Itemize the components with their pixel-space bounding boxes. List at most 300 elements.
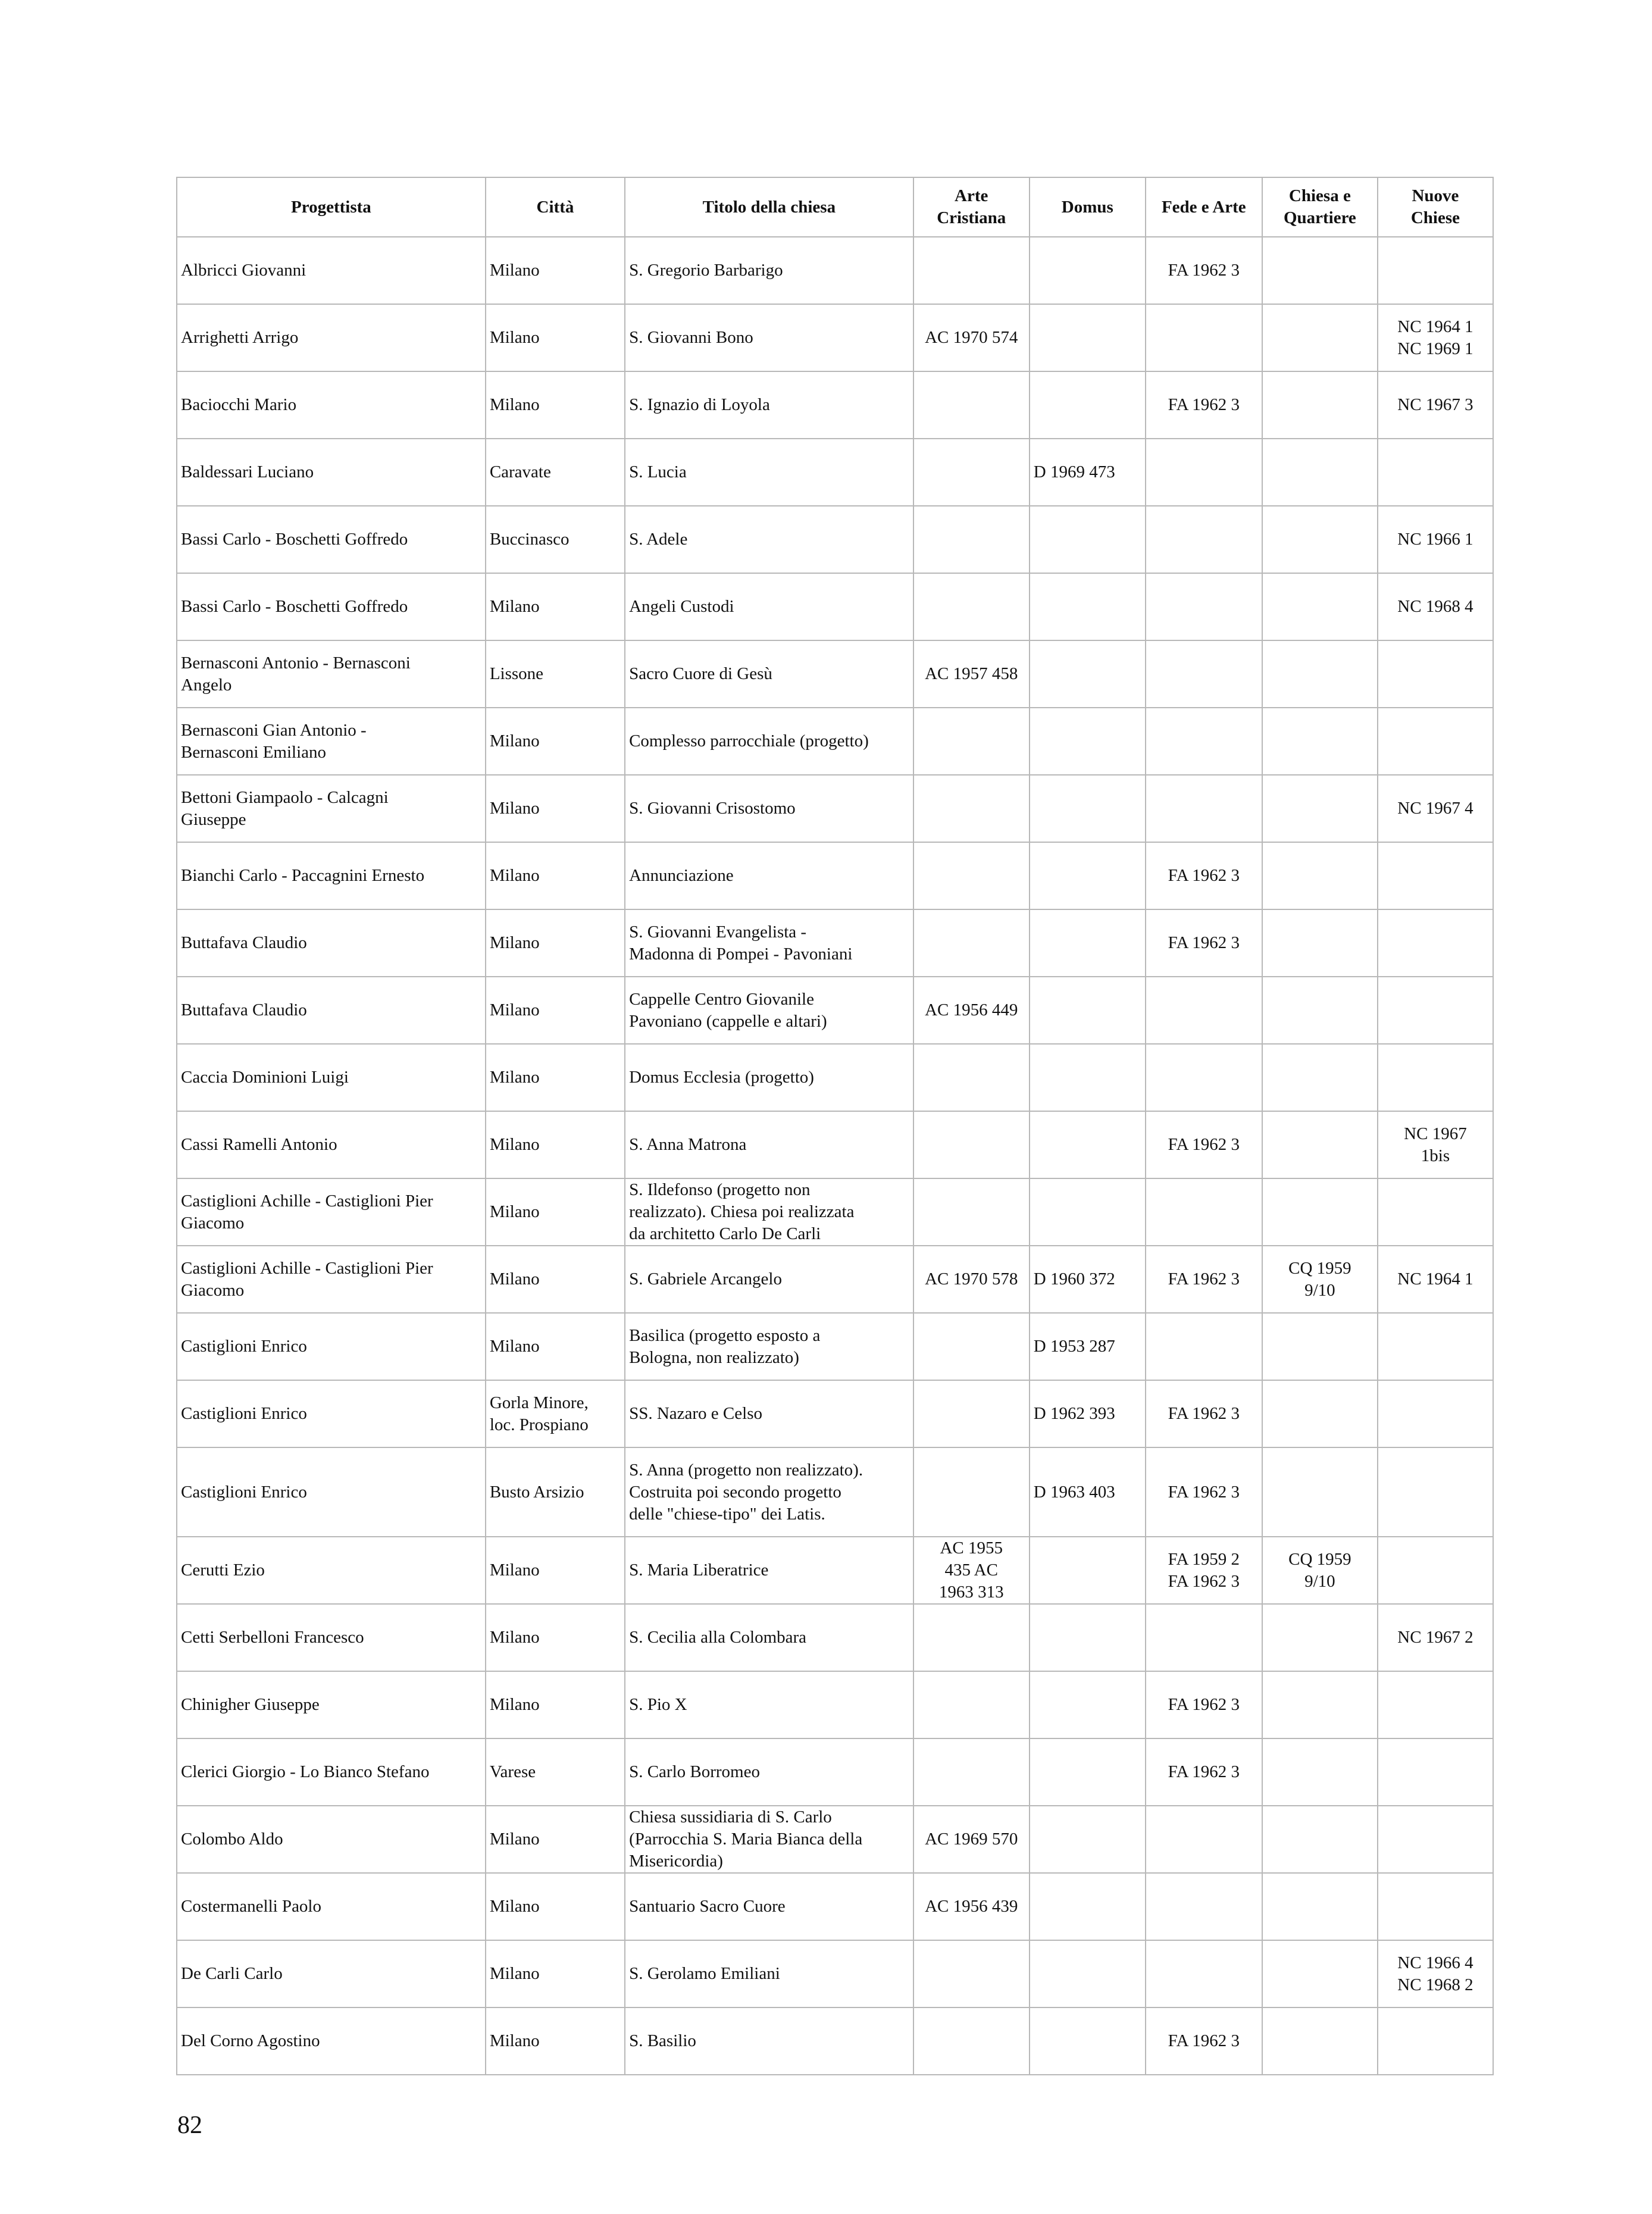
cell-nuove-chiese bbox=[1378, 1940, 1493, 2007]
cell-titolo bbox=[625, 1447, 913, 1537]
cell-chiesa-e-quartiere bbox=[1262, 640, 1378, 708]
cell-arte-cristiana bbox=[913, 708, 1030, 775]
table-row bbox=[177, 1537, 1493, 1604]
cell-text-line: Chinigher Giuseppe bbox=[181, 1695, 320, 1714]
cell-text-line: FA 1962 3 bbox=[1168, 1404, 1240, 1423]
cell-citta bbox=[486, 640, 625, 708]
cell-text-line: Bassi Carlo - Boschetti Goffredo bbox=[181, 530, 408, 549]
cell-text-line: AC 1970 578 bbox=[925, 1269, 1018, 1289]
cell-text-line: Caccia Dominioni Luigi bbox=[181, 1068, 349, 1087]
header-citta: Città bbox=[486, 177, 625, 237]
cell-text-line: delle "chiese-tipo" dei Latis. bbox=[629, 1504, 825, 1524]
cell-text-line: Baldessari Luciano bbox=[181, 462, 314, 481]
cell-text-line: NC 1966 1 bbox=[1397, 530, 1473, 549]
cell-fede-e-arte bbox=[1146, 1044, 1262, 1111]
cell-progettista bbox=[177, 1313, 486, 1380]
cell-chiesa-e-quartiere bbox=[1262, 1111, 1378, 1178]
table-row bbox=[177, 1313, 1493, 1380]
cell-text-line: Bianchi Carlo - Paccagnini Ernesto bbox=[181, 866, 425, 885]
cell-progettista bbox=[177, 1806, 486, 1873]
cell-nuove-chiese bbox=[1378, 1178, 1493, 1246]
cell-progettista bbox=[177, 1178, 486, 1246]
cell-domus bbox=[1030, 640, 1146, 708]
cell-text-line: Bassi Carlo - Boschetti Goffredo bbox=[181, 597, 408, 616]
cell-nuove-chiese bbox=[1378, 708, 1493, 775]
cell-text-line: D 1962 393 bbox=[1033, 1404, 1115, 1423]
cell-progettista bbox=[177, 977, 486, 1044]
cell-nuove-chiese bbox=[1378, 1537, 1493, 1604]
table-row bbox=[177, 573, 1493, 640]
cell-nuove-chiese bbox=[1378, 1604, 1493, 1671]
cell-fede-e-arte bbox=[1146, 1447, 1262, 1537]
cell-domus bbox=[1030, 439, 1146, 506]
cell-text-line: Milano bbox=[489, 933, 540, 952]
cell-text-line: Albricci Giovanni bbox=[181, 261, 306, 280]
cell-text-line: De Carli Carlo bbox=[181, 1964, 283, 1983]
cell-titolo bbox=[625, 1380, 913, 1447]
cell-text-line: Buttafava Claudio bbox=[181, 933, 307, 952]
cell-text-line: Buccinasco bbox=[489, 530, 570, 549]
table-row bbox=[177, 1738, 1493, 1806]
cell-text-line: NC 1968 4 bbox=[1397, 597, 1473, 616]
cell-text-line: Costruita poi secondo progetto bbox=[629, 1482, 841, 1502]
table-row bbox=[177, 1873, 1493, 1940]
cell-text-line: Castiglioni Achille - Castiglioni Pier bbox=[181, 1191, 433, 1211]
cell-text-line: S. Anna Matrona bbox=[629, 1135, 747, 1154]
cell-text-line: Milano bbox=[489, 731, 540, 750]
cell-nuove-chiese bbox=[1378, 842, 1493, 909]
cell-text-line: S. Giovanni Evangelista - bbox=[629, 922, 807, 942]
cell-progettista bbox=[177, 1044, 486, 1111]
cell-text-line: 1bis bbox=[1421, 1146, 1450, 1165]
cell-titolo bbox=[625, 1738, 913, 1806]
cell-fede-e-arte bbox=[1146, 708, 1262, 775]
cell-nuove-chiese bbox=[1378, 977, 1493, 1044]
cell-text-line: Santuario Sacro Cuore bbox=[629, 1897, 786, 1916]
cell-progettista bbox=[177, 842, 486, 909]
cell-titolo bbox=[625, 371, 913, 439]
cell-chiesa-e-quartiere bbox=[1262, 909, 1378, 977]
cell-fede-e-arte bbox=[1146, 237, 1262, 304]
header-text-line: Nuove bbox=[1412, 186, 1459, 205]
table-row bbox=[177, 2007, 1493, 2075]
cell-chiesa-e-quartiere bbox=[1262, 1246, 1378, 1313]
cell-progettista bbox=[177, 371, 486, 439]
cell-fede-e-arte bbox=[1146, 977, 1262, 1044]
cell-text-line: S. Cecilia alla Colombara bbox=[629, 1628, 807, 1647]
cell-citta bbox=[486, 1313, 625, 1380]
cell-nuove-chiese bbox=[1378, 506, 1493, 573]
cell-nuove-chiese bbox=[1378, 640, 1493, 708]
cell-text-line: Cetti Serbelloni Francesco bbox=[181, 1628, 364, 1647]
cell-arte-cristiana bbox=[913, 775, 1030, 842]
cell-citta bbox=[486, 371, 625, 439]
cell-nuove-chiese bbox=[1378, 371, 1493, 439]
cell-arte-cristiana bbox=[913, 2007, 1030, 2075]
cell-text-line: Basilica (progetto esposto a bbox=[629, 1325, 821, 1345]
cell-text-line: Giuseppe bbox=[181, 809, 246, 829]
cell-chiesa-e-quartiere bbox=[1262, 371, 1378, 439]
cell-fede-e-arte bbox=[1146, 2007, 1262, 2075]
cell-progettista bbox=[177, 1246, 486, 1313]
cell-text-line: Giacomo bbox=[181, 1213, 245, 1233]
cell-fede-e-arte bbox=[1146, 1178, 1262, 1246]
cell-fede-e-arte bbox=[1146, 1111, 1262, 1178]
cell-domus bbox=[1030, 977, 1146, 1044]
cell-progettista bbox=[177, 640, 486, 708]
cell-domus bbox=[1030, 2007, 1146, 2075]
table-row bbox=[177, 775, 1493, 842]
cell-domus bbox=[1030, 237, 1146, 304]
cell-text-line: Milano bbox=[489, 1628, 540, 1647]
cell-citta bbox=[486, 1447, 625, 1537]
cell-titolo bbox=[625, 237, 913, 304]
cell-chiesa-e-quartiere bbox=[1262, 439, 1378, 506]
cell-text-line: Milano bbox=[489, 1337, 540, 1356]
cell-progettista bbox=[177, 708, 486, 775]
cell-text-line: Milano bbox=[489, 799, 540, 818]
cell-citta bbox=[486, 977, 625, 1044]
cell-domus bbox=[1030, 1806, 1146, 1873]
header-domus: Domus bbox=[1030, 177, 1146, 237]
cell-fede-e-arte bbox=[1146, 1738, 1262, 1806]
cell-text-line: FA 1962 3 bbox=[1168, 2031, 1240, 2050]
cell-text-line: Bernasconi Gian Antonio - bbox=[181, 720, 367, 740]
cell-titolo bbox=[625, 1537, 913, 1604]
cell-citta bbox=[486, 506, 625, 573]
header-text-line: Chiese bbox=[1410, 208, 1460, 227]
cell-text-line: Pavoniano (cappelle e altari) bbox=[629, 1011, 827, 1031]
header-text-line: Chiesa e bbox=[1288, 186, 1351, 205]
table-row bbox=[177, 371, 1493, 439]
cell-chiesa-e-quartiere bbox=[1262, 1313, 1378, 1380]
cell-text-line: NC 1966 4 bbox=[1397, 1953, 1473, 1972]
cell-text-line: Milano bbox=[489, 328, 540, 347]
cell-domus bbox=[1030, 1313, 1146, 1380]
cell-chiesa-e-quartiere bbox=[1262, 977, 1378, 1044]
cell-progettista bbox=[177, 1604, 486, 1671]
cell-chiesa-e-quartiere bbox=[1262, 1178, 1378, 1246]
table-row bbox=[177, 977, 1493, 1044]
table-row bbox=[177, 1111, 1493, 1178]
table-row bbox=[177, 304, 1493, 371]
cell-progettista bbox=[177, 573, 486, 640]
cell-text-line: FA 1962 3 bbox=[1168, 866, 1240, 885]
cell-chiesa-e-quartiere bbox=[1262, 1044, 1378, 1111]
cell-progettista bbox=[177, 775, 486, 842]
cell-arte-cristiana bbox=[913, 1111, 1030, 1178]
cell-titolo bbox=[625, 1873, 913, 1940]
table-row bbox=[177, 640, 1493, 708]
cell-citta bbox=[486, 1044, 625, 1111]
cell-text-line: D 1969 473 bbox=[1033, 462, 1115, 481]
cell-chiesa-e-quartiere bbox=[1262, 1380, 1378, 1447]
cell-text-line: 9/10 bbox=[1304, 1571, 1335, 1591]
cell-domus bbox=[1030, 1447, 1146, 1537]
cell-domus bbox=[1030, 1537, 1146, 1604]
cell-fede-e-arte bbox=[1146, 842, 1262, 909]
cell-citta bbox=[486, 1111, 625, 1178]
cell-text-line: Busto Arsizio bbox=[489, 1482, 584, 1502]
cell-citta bbox=[486, 2007, 625, 2075]
cell-arte-cristiana bbox=[913, 506, 1030, 573]
cell-arte-cristiana bbox=[913, 439, 1030, 506]
cell-domus bbox=[1030, 1671, 1146, 1738]
cell-chiesa-e-quartiere bbox=[1262, 2007, 1378, 2075]
cell-text-line: S. Anna (progetto non realizzato). bbox=[629, 1460, 863, 1480]
cell-nuove-chiese bbox=[1378, 1806, 1493, 1873]
cell-text-line: Gorla Minore, bbox=[489, 1393, 589, 1412]
table-row bbox=[177, 708, 1493, 775]
cell-titolo bbox=[625, 842, 913, 909]
cell-chiesa-e-quartiere bbox=[1262, 1806, 1378, 1873]
header-chiesa-e-quartiere bbox=[1262, 177, 1378, 237]
header-text-line: Arte bbox=[955, 186, 988, 205]
cell-citta bbox=[486, 1806, 625, 1873]
cell-chiesa-e-quartiere bbox=[1262, 708, 1378, 775]
cell-text-line: S. Basilio bbox=[629, 2031, 696, 2050]
cell-progettista bbox=[177, 439, 486, 506]
cell-titolo bbox=[625, 1178, 913, 1246]
cell-text-line: AC 1969 570 bbox=[925, 1830, 1018, 1849]
cell-chiesa-e-quartiere bbox=[1262, 842, 1378, 909]
cell-domus bbox=[1030, 775, 1146, 842]
cell-titolo bbox=[625, 1111, 913, 1178]
cell-domus bbox=[1030, 708, 1146, 775]
cell-text-line: Milano bbox=[489, 1000, 540, 1020]
cell-nuove-chiese bbox=[1378, 1873, 1493, 1940]
cell-domus bbox=[1030, 1044, 1146, 1111]
cell-text-line: FA 1962 3 bbox=[1168, 1571, 1240, 1591]
cell-citta bbox=[486, 708, 625, 775]
cell-titolo bbox=[625, 1806, 913, 1873]
cell-titolo bbox=[625, 909, 913, 977]
cell-arte-cristiana bbox=[913, 1380, 1030, 1447]
cell-text-line: AC 1970 574 bbox=[925, 328, 1018, 347]
cell-fede-e-arte bbox=[1146, 304, 1262, 371]
cell-chiesa-e-quartiere bbox=[1262, 1604, 1378, 1671]
cell-domus bbox=[1030, 1738, 1146, 1806]
cell-text-line: FA 1962 3 bbox=[1168, 1135, 1240, 1154]
header-titolo: Titolo della chiesa bbox=[625, 177, 913, 237]
cell-citta bbox=[486, 1671, 625, 1738]
table-row bbox=[177, 1380, 1493, 1447]
cell-progettista bbox=[177, 304, 486, 371]
table-row bbox=[177, 1604, 1493, 1671]
cell-text-line: Caravate bbox=[489, 462, 551, 481]
cell-text-line: Angelo bbox=[181, 675, 232, 695]
cell-fede-e-arte bbox=[1146, 640, 1262, 708]
cell-text-line: Castiglioni Enrico bbox=[181, 1482, 307, 1502]
cell-citta bbox=[486, 573, 625, 640]
cell-fede-e-arte bbox=[1146, 1604, 1262, 1671]
cell-arte-cristiana bbox=[913, 1246, 1030, 1313]
cell-arte-cristiana bbox=[913, 1313, 1030, 1380]
cell-arte-cristiana bbox=[913, 1447, 1030, 1537]
cell-arte-cristiana bbox=[913, 1604, 1030, 1671]
cell-citta bbox=[486, 1873, 625, 1940]
cell-text-line: D 1953 287 bbox=[1033, 1337, 1115, 1356]
cell-titolo bbox=[625, 775, 913, 842]
cell-titolo bbox=[625, 439, 913, 506]
cell-text-line: NC 1964 1 bbox=[1397, 317, 1473, 336]
cell-domus bbox=[1030, 1604, 1146, 1671]
cell-text-line: da architetto Carlo De Carli bbox=[629, 1224, 821, 1243]
cell-text-line: Cappelle Centro Giovanile bbox=[629, 989, 814, 1009]
cell-text-line: Lissone bbox=[489, 664, 544, 683]
cell-fede-e-arte bbox=[1146, 1806, 1262, 1873]
cell-chiesa-e-quartiere bbox=[1262, 1940, 1378, 2007]
cell-citta bbox=[486, 439, 625, 506]
cell-text-line: Milano bbox=[489, 1830, 540, 1849]
cell-text-line: Milano bbox=[489, 597, 540, 616]
cell-progettista bbox=[177, 1940, 486, 2007]
cell-nuove-chiese bbox=[1378, 439, 1493, 506]
cell-titolo bbox=[625, 1671, 913, 1738]
cell-text-line: Milano bbox=[489, 1695, 540, 1714]
cell-domus bbox=[1030, 1111, 1146, 1178]
cell-arte-cristiana bbox=[913, 1806, 1030, 1873]
cell-citta bbox=[486, 1537, 625, 1604]
cell-nuove-chiese bbox=[1378, 1380, 1493, 1447]
cell-citta bbox=[486, 775, 625, 842]
cell-text-line: Bettoni Giampaolo - Calcagni bbox=[181, 787, 389, 807]
cell-nuove-chiese bbox=[1378, 775, 1493, 842]
cell-chiesa-e-quartiere bbox=[1262, 1671, 1378, 1738]
cell-fede-e-arte bbox=[1146, 506, 1262, 573]
cell-citta bbox=[486, 304, 625, 371]
cell-text-line: SS. Nazaro e Celso bbox=[629, 1404, 762, 1423]
table-row bbox=[177, 1246, 1493, 1313]
cell-text-line: Angeli Custodi bbox=[629, 597, 734, 616]
cell-domus bbox=[1030, 506, 1146, 573]
cell-chiesa-e-quartiere bbox=[1262, 1447, 1378, 1537]
cell-fede-e-arte bbox=[1146, 1873, 1262, 1940]
cell-titolo bbox=[625, 708, 913, 775]
cell-progettista bbox=[177, 1738, 486, 1806]
cell-text-line: Bologna, non realizzato) bbox=[629, 1347, 799, 1367]
cell-citta bbox=[486, 237, 625, 304]
churches-table bbox=[176, 177, 1494, 2075]
cell-arte-cristiana bbox=[913, 1940, 1030, 2007]
cell-nuove-chiese bbox=[1378, 573, 1493, 640]
cell-text-line: Milano bbox=[489, 1561, 540, 1580]
table-row bbox=[177, 1447, 1493, 1537]
cell-text-line: Sacro Cuore di Gesù bbox=[629, 664, 772, 683]
cell-citta bbox=[486, 1246, 625, 1313]
cell-text-line: Bernasconi Emiliano bbox=[181, 742, 327, 762]
cell-text-line: 435 AC bbox=[944, 1561, 998, 1580]
cell-titolo bbox=[625, 1246, 913, 1313]
cell-text-line: NC 1969 1 bbox=[1397, 339, 1473, 358]
cell-chiesa-e-quartiere bbox=[1262, 237, 1378, 304]
cell-text-line: S. Ignazio di Loyola bbox=[629, 395, 770, 414]
cell-progettista bbox=[177, 1671, 486, 1738]
cell-text-line: Cassi Ramelli Antonio bbox=[181, 1135, 337, 1154]
table-row bbox=[177, 506, 1493, 573]
cell-text-line: FA 1962 3 bbox=[1168, 1762, 1240, 1781]
cell-text-line: Milano bbox=[489, 1202, 540, 1221]
cell-fede-e-arte bbox=[1146, 439, 1262, 506]
cell-text-line: AC 1956 439 bbox=[925, 1897, 1018, 1916]
cell-text-line: FA 1962 3 bbox=[1168, 261, 1240, 280]
cell-text-line: FA 1962 3 bbox=[1168, 933, 1240, 952]
table-row bbox=[177, 1178, 1493, 1246]
cell-text-line: Castiglioni Enrico bbox=[181, 1404, 307, 1423]
table-row bbox=[177, 439, 1493, 506]
cell-text-line: Milano bbox=[489, 1964, 540, 1983]
cell-text-line: 9/10 bbox=[1304, 1280, 1335, 1300]
cell-text-line: Milano bbox=[489, 866, 540, 885]
cell-text-line: Milano bbox=[489, 1068, 540, 1087]
cell-text-line: Complesso parrocchiale (progetto) bbox=[629, 731, 869, 750]
table-body bbox=[177, 237, 1493, 2075]
cell-titolo bbox=[625, 1313, 913, 1380]
cell-chiesa-e-quartiere bbox=[1262, 506, 1378, 573]
cell-arte-cristiana bbox=[913, 371, 1030, 439]
cell-text-line: Del Corno Agostino bbox=[181, 2031, 320, 2050]
table-row bbox=[177, 1940, 1493, 2007]
cell-text-line: FA 1962 3 bbox=[1168, 1482, 1240, 1502]
cell-nuove-chiese bbox=[1378, 304, 1493, 371]
cell-titolo bbox=[625, 1940, 913, 2007]
cell-fede-e-arte bbox=[1146, 1246, 1262, 1313]
cell-text-line: NC 1968 2 bbox=[1397, 1975, 1473, 1994]
cell-citta bbox=[486, 909, 625, 977]
cell-domus bbox=[1030, 1178, 1146, 1246]
cell-arte-cristiana bbox=[913, 1671, 1030, 1738]
cell-titolo bbox=[625, 304, 913, 371]
cell-titolo bbox=[625, 977, 913, 1044]
cell-fede-e-arte bbox=[1146, 1313, 1262, 1380]
cell-text-line: Giacomo bbox=[181, 1280, 245, 1300]
cell-fede-e-arte bbox=[1146, 1380, 1262, 1447]
cell-text-line: Castiglioni Achille - Castiglioni Pier bbox=[181, 1258, 433, 1278]
cell-citta bbox=[486, 1604, 625, 1671]
header-nuove-chiese bbox=[1378, 177, 1493, 237]
cell-text-line: NC 1964 1 bbox=[1397, 1269, 1473, 1289]
cell-nuove-chiese bbox=[1378, 1671, 1493, 1738]
cell-citta bbox=[486, 1178, 625, 1246]
cell-fede-e-arte bbox=[1146, 1671, 1262, 1738]
cell-text-line: AC 1957 458 bbox=[925, 664, 1018, 683]
cell-text-line: S. Giovanni Bono bbox=[629, 328, 753, 347]
table-row bbox=[177, 1044, 1493, 1111]
cell-fede-e-arte bbox=[1146, 1940, 1262, 2007]
cell-text-line: Milano bbox=[489, 2031, 540, 2050]
cell-text-line: S. Gregorio Barbarigo bbox=[629, 261, 783, 280]
cell-chiesa-e-quartiere bbox=[1262, 1738, 1378, 1806]
cell-domus bbox=[1030, 1246, 1146, 1313]
cell-progettista bbox=[177, 1447, 486, 1537]
table-header-row bbox=[177, 177, 1493, 237]
header-progettista: Progettista bbox=[177, 177, 486, 237]
cell-text-line: CQ 1959 bbox=[1288, 1549, 1351, 1569]
cell-text-line: S. Lucia bbox=[629, 462, 687, 481]
cell-text-line: NC 1967 3 bbox=[1397, 395, 1473, 414]
cell-citta bbox=[486, 1380, 625, 1447]
cell-arte-cristiana bbox=[913, 842, 1030, 909]
header-text-line: Quartiere bbox=[1283, 208, 1356, 227]
cell-nuove-chiese bbox=[1378, 1738, 1493, 1806]
cell-text-line: loc. Prospiano bbox=[489, 1415, 589, 1434]
cell-text-line: FA 1959 2 bbox=[1168, 1549, 1240, 1569]
cell-text-line: AC 1956 449 bbox=[925, 1000, 1018, 1020]
table-row bbox=[177, 909, 1493, 977]
cell-arte-cristiana bbox=[913, 1044, 1030, 1111]
cell-arte-cristiana bbox=[913, 977, 1030, 1044]
cell-citta bbox=[486, 1738, 625, 1806]
